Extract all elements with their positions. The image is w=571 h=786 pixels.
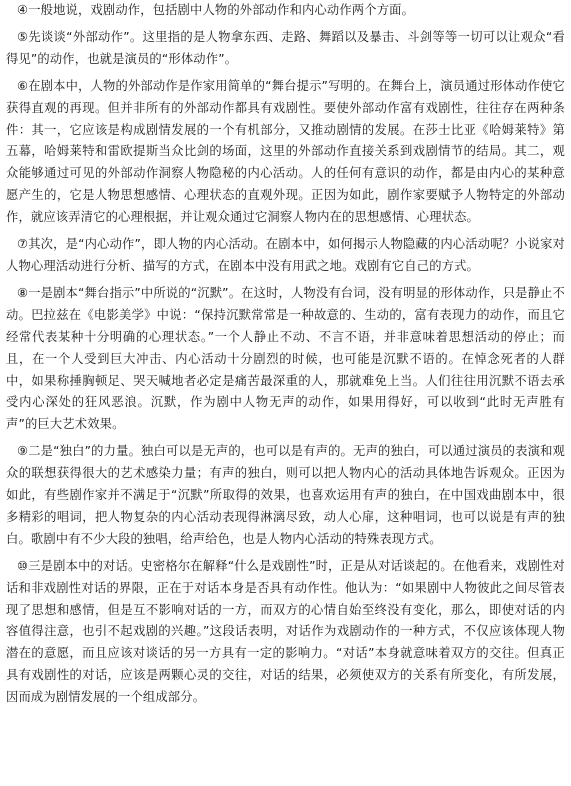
paragraph-text: 三是剧本中的对话。史密格尔在解释“什么是戏剧性”时，正是从对话谈起的。在他看来，戏剧性对话和非戏剧性对话的界限，正在于对话本身是否具有动作性。他认为：“如果剧中人物彼此之间尽管表现了思想和感情，但是互不影响对话的一方，而双方的心情自始至终没有变化，那么，即使对话的内容值得注意，也引不起戏剧的兴趣。”这段话表明，对话作为戏剧动作的一种方式，不仅应该体现人物潜在的意愿，而且应该对谈话的另一方具有一定的影响力。“对话”本身就意味着双方的交往。但真正具有戏剧性的对话，应该是两颗心灵的交往，对话的结果，必须使双方的关系有所变化，有所发展，因而成为剧情发展的一个组成部分。 <box>6 558 565 705</box>
paragraph-number: ⑧ <box>17 285 29 300</box>
paragraph-7 <box>6 234 565 278</box>
paragraph-6 <box>6 76 565 229</box>
paragraph-10 <box>6 556 565 709</box>
paragraph-8 <box>6 283 565 436</box>
document-page <box>6 0 565 714</box>
paragraph-text: 其次，是“内心动作”，即人物的内心活动。在剧本中，如何揭示人物隐藏的内心活动呢？小说家对人物心理活动进行分析、描写的方式，在剧本中没有用武之地。戏剧有它自己的方式。 <box>6 237 565 273</box>
paragraph-9 <box>6 441 565 551</box>
paragraph-text: 先谈谈“外部动作”。这里指的是人物拿东西、走路、舞蹈以及暴击、斗剑等等一切可以让观众“看得见”的动作，也就是演员的“形体动作”。 <box>6 29 565 66</box>
paragraph-number: ⑩ <box>17 558 29 573</box>
paragraph-5 <box>6 27 565 71</box>
paragraph-number: ④ <box>17 3 29 17</box>
paragraph-text: 二是“独白”的力量。独白可以是无声的，也可以是有声的。无声的独白，可以通过演员的表演和观众的联想获得很大的艺术感染力量；有声的独白，则可以把人物内心的活动具体地告诉观众。正因为如此，有些剧作家并不满足于“沉默”所取得的效果，也喜欢运用有声的独白，在中国戏曲剧本中，很多精彩的唱词，把人物复杂的内心活动表现得淋漓尽致，动人心扉，这种唱词，也可以说是有声的独白。歌剧中有不少大段的独唱，给声给色，也是人物内心活动的特殊表现方式。 <box>6 444 565 546</box>
paragraph-number: ⑨ <box>17 444 29 459</box>
paragraph-number: ⑦ <box>17 237 29 252</box>
paragraph-text: 一般地说，戏剧动作，包括剧中人物的外部动作和内心动作两个方面。 <box>28 3 415 17</box>
paragraph-text: 一是剧本“舞台指示”中所说的“沉默”。在这时，人物没有台词，没有明显的形体动作，只是静止不动。巴拉兹在《电影美学》中说：“保持沉默常常是一种故意的、生动的，富有表现力的动作，而且它经常代表某种十分明确的心理状态。”一个人静止不动、不言不语，并非意味着思想活动的停止；而且，在一个人受到巨大冲击、内心活动十分剧烈的时候，也可能是沉默不语的。在悼念死者的人群中，如果称捶胸顿足、哭天喊地者必定是痛苦最深重的人，那就难免上当。人们往往用沉默不语去承受内心深处的狂风恶浪。沉默，作为剧中人物无声的动作，如果用得好，可以收到“此时无声胜有声”的巨大艺术效果。 <box>6 285 565 432</box>
paragraph-4 <box>6 0 565 22</box>
paragraph-number: ⑥ <box>17 78 29 93</box>
paragraph-number: ⑤ <box>17 29 29 44</box>
paragraph-text: 在剧本中，人物的外部动作是作家用简单的“舞台提示”写明的。在舞台上，演员通过形体动作使它获得直观的再现。但并非所有的外部动作都具有戏剧性。要使外部动作富有戏剧性，往往存在两种条件：其一，它应该是构成剧情发展的一个有机部分，又推动剧情的发展。在莎士比亚《哈姆莱特》第五幕，哈姆莱特和雷欧提斯当众比剑的场面，这里的外部动作直接关系到戏剧情节的结局。其二，观众能够通过可见的外部动作洞察人物隐秘的内心活动。人的任何有意识的动作，都是由内心的某种意愿产生的，它是人物思想感情、心理状态的直观外现。正因为如此，剧作家要赋予人物特定的外部动作，就应该弄清它的心理根据，并让观众通过它洞察人物内在的思想感情、心理状态。 <box>6 78 565 225</box>
